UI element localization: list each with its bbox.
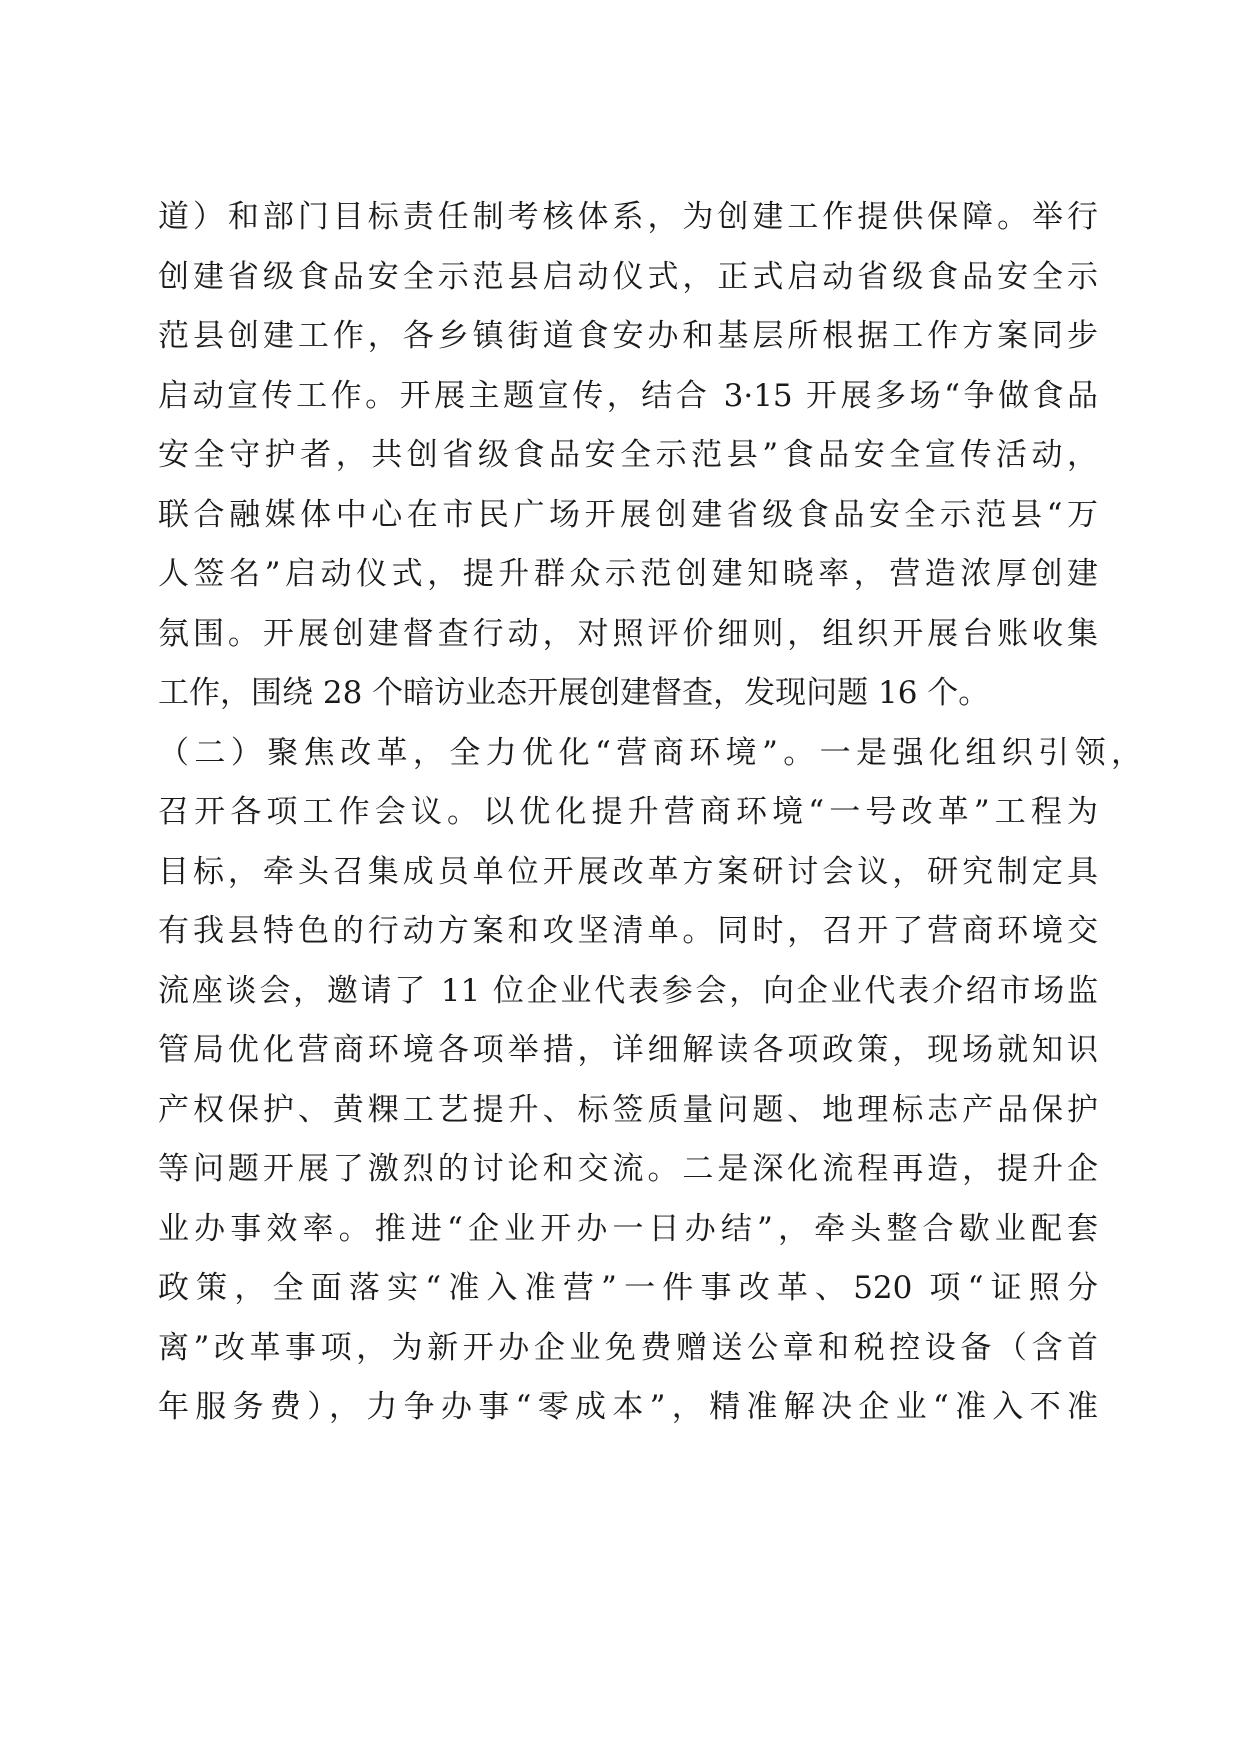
section-heading-line: （二）聚焦改革，全力优化“营商环境”。一是强化组织引领， — [158, 734, 1142, 771]
text-line: 有我县特色的行动方案和攻坚清单。同时，召开了营商环境交 — [158, 913, 1098, 949]
text-line: 召开各项工作会议。以优化提升营商环境“一号改革”工程为 — [158, 794, 1098, 830]
text-line: 年服务费），力争办事“零成本”，精准解决企业“准入不准 — [158, 1389, 1098, 1425]
text-line: 目标，牵头召集成员单位开展改革方案研讨会议，研究制定具 — [158, 853, 1098, 890]
text-line: 范县创建工作，各乡镇街道食安办和基层所根据工作方案同步 — [158, 318, 1098, 354]
text-line: 联合融媒体中心在市民广场开展创建省级食品安全示范县“万 — [158, 496, 1098, 533]
text-line: 启动宣传工作。开展主题宣传，结合 3·15 开展多场“争做食品 — [158, 377, 1098, 414]
text-line: 业办事效率。推进“企业开办一日办结”，牵头整合歇业配套 — [158, 1210, 1098, 1247]
text-line: 道）和部门目标责任制考核体系，为创建工作提供保障。举行 — [158, 199, 1098, 235]
text-line: 政策，全面落实“准入准营”一件事改革、520 项“证照分 — [158, 1270, 1098, 1306]
text-line: 离”改革事项，为新开办企业免费赠送公章和税控设备（含首 — [158, 1329, 1098, 1366]
text-line: 等问题开展了激烈的讨论和交流。二是深化流程再造，提升企 — [158, 1151, 1098, 1187]
text-line: 管局优化营商环境各项举措，详细解读各项政策，现场就知识 — [158, 1032, 1098, 1068]
body-text — [158, 188, 1142, 1438]
text-line: 安全守护者，共创省级食品安全示范县”食品安全宣传活动， — [158, 437, 1098, 473]
text-line: 氛围。开展创建督查行动，对照评价细则，组织开展台账收集 — [158, 615, 1098, 652]
text-line: 创建省级食品安全示范县启动仪式，正式启动省级食品安全示 — [158, 258, 1098, 295]
text-line: 流座谈会，邀请了 11 位企业代表参会，向企业代表介绍市场监 — [158, 972, 1098, 1009]
text-line: 工作，围绕 28 个暗访业态开展创建督查，发现问题 16 个。 — [158, 675, 990, 711]
text-line: 人签名”启动仪式，提升群众示范创建知晓率，营造浓厚创建 — [158, 556, 1098, 592]
text-line: 产权保护、黄粿工艺提升、标签质量问题、地理标志产品保护 — [158, 1091, 1098, 1128]
